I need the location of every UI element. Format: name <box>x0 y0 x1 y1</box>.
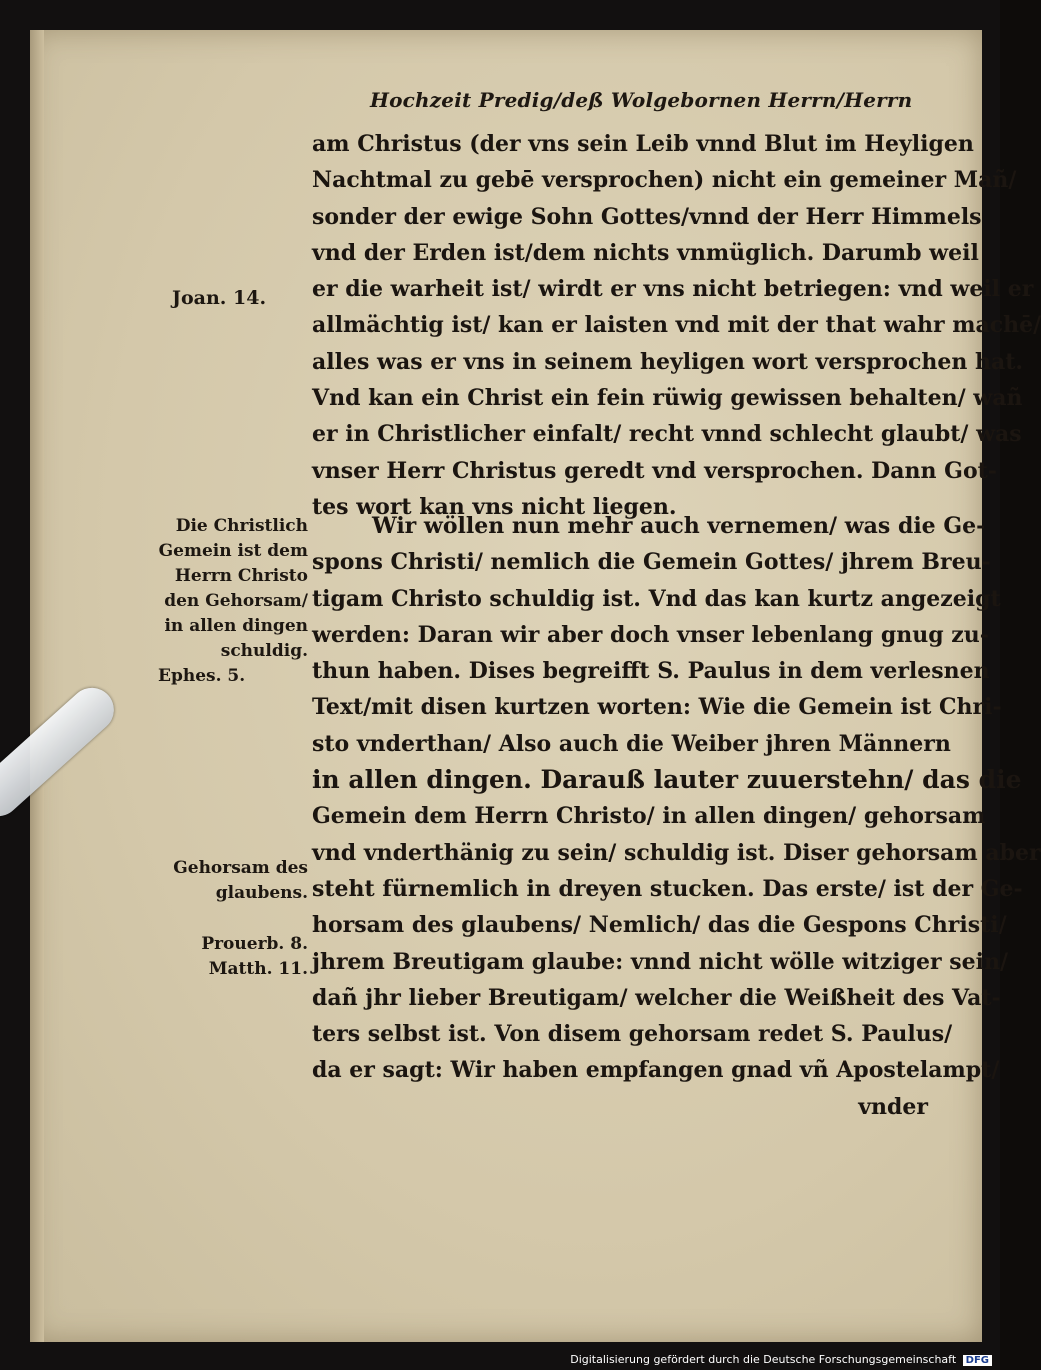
margin-note-proverb <box>150 932 308 982</box>
text-line: Wir wöllen nun mehr auch vernemen/ was die Ge- <box>372 513 986 539</box>
margin-note-line: in allen dingen <box>164 616 308 636</box>
text-line: allmächtig ist/ kan er laisten vnd mit der that wahr machē/ <box>312 312 1041 339</box>
text-line: werden: Daran wir aber doch vnser lebenlang gnug zu- <box>312 621 989 648</box>
margin-note-line: Gemein ist dem <box>158 541 308 561</box>
text-line: alles was er vns in seinem heyligen wort versprochen hat. <box>312 348 1024 375</box>
paragraph-1 <box>312 126 1041 525</box>
text-line: jhrem Breutigam glaube: vnnd nicht wölle witziger sein/ <box>312 948 1008 975</box>
text-line: vnser Herr Christus geredt vnd versprochen. Dann Got- <box>312 457 997 484</box>
text-line: am Christus (der vns sein Leib vnnd Blut im Heyligen <box>312 131 974 157</box>
margin-note-line: Ephes. 5. <box>158 666 246 686</box>
text-line: da er sagt: Wir haben empfangen gnad vñ Apostelampt/ <box>312 1057 1000 1084</box>
margin-note-line: schuldig. <box>220 641 308 661</box>
margin-note-line: glaubens. <box>215 883 308 903</box>
margin-note-line: Gehorsam des <box>173 858 308 878</box>
text-line: tigam Christo schuldig ist. Vnd das kan kurtz angezeigt <box>312 585 1001 612</box>
digitization-credit <box>570 1353 992 1366</box>
text-line: sonder der ewige Sohn Gottes/vnnd der Herr Himmels <box>312 203 982 230</box>
credit-text: Digitalisierung gefördert durch die Deutsche Forschungsgemeinschaft <box>570 1353 957 1366</box>
margin-note-ephes <box>158 664 318 689</box>
text-line: Vnd kan ein Christ ein fein rüwig gewissen behalten/ wañ <box>312 385 1023 412</box>
margin-note-gemein <box>150 514 308 664</box>
margin-note-line: den Gehorsam/ <box>164 591 308 611</box>
text-line: dañ jhr lieber Breutigam/ welcher die Weißheit des Vat- <box>312 984 1001 1011</box>
dfg-logo: DFG <box>963 1355 992 1366</box>
running-head: Hochzeit Predig/deß Wolgebornen Herrn/Herrn <box>370 88 913 112</box>
margin-note-line: Herrn Christo <box>174 566 308 586</box>
text-line: spons Christi/ nemlich die Gemein Gottes/ jhrem Breu- <box>312 549 991 576</box>
text-line: tes wort kan vns nicht liegen. <box>312 493 677 520</box>
text-line: Nachtmal zu gebē versprochen) nicht ein gemeiner Mañ/ <box>312 167 1017 194</box>
margin-note-line: Die Christlich <box>175 516 308 536</box>
margin-note-line: Matth. 11. <box>208 959 308 979</box>
text-line: thun haben. Dises begreifft S. Paulus in dem verlesnen <box>312 658 990 685</box>
page-gutter <box>30 30 44 1342</box>
margin-note-gehorsam <box>150 856 308 906</box>
text-line: vnd der Erden ist/dem nichts vnmüglich. Darumb weil <box>312 239 979 266</box>
catchword: vnder <box>858 1093 928 1120</box>
text-line: vnd vnderthänig zu sein/ schuldig ist. Diser gehorsam aber <box>312 839 1041 866</box>
text-line: Gemein dem Herrn Christo/ in allen dingen/ gehorsam <box>312 803 986 830</box>
text-line: steht fürnemlich in dreyen stucken. Das erste/ ist der Ge- <box>312 875 1023 902</box>
text-line: sto vnderthan/ Also auch die Weiber jhren Männern <box>312 730 951 757</box>
text-line: Text/mit disen kurtzen worten: Wie die Gemein ist Chri- <box>312 694 1002 721</box>
text-line: horsam des glaubens/ Nemlich/ das die Gespons Christi/ <box>312 912 1007 939</box>
paragraph-2 <box>312 508 1041 1125</box>
margin-note-line: Prouerb. 8. <box>201 934 308 954</box>
margin-note-line: Joan. 14. <box>172 287 267 309</box>
text-line: er die warheit ist/ wirdt er vns nicht betriegen: vnd weil er <box>312 276 1034 303</box>
text-line: in allen dingen. Darauß lauter zuuerstehn/ das die <box>312 765 1022 795</box>
text-line: er in Christlicher einfalt/ recht vnnd schlecht glaubt/ was <box>312 421 1022 448</box>
text-line: ters selbst ist. Von disem gehorsam redet S. Paulus/ <box>312 1021 953 1048</box>
margin-note-joan <box>172 286 332 311</box>
